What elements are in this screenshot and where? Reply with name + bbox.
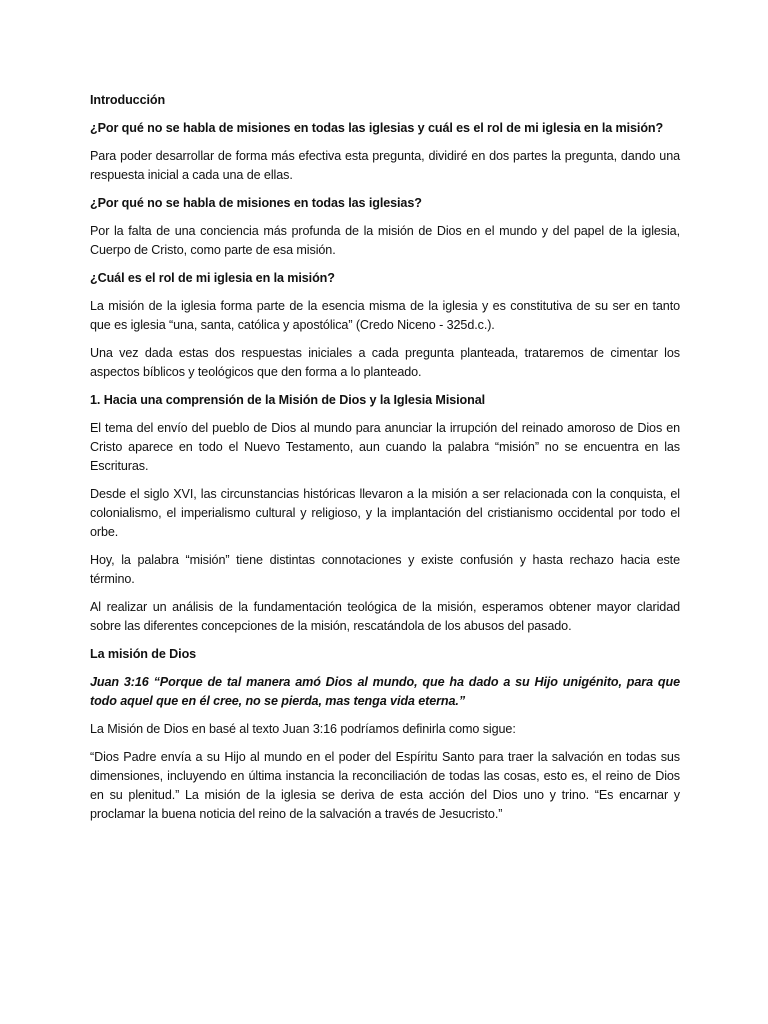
mision-heading: La misión de Dios <box>90 647 197 661</box>
paragraph-2: Por la falta de una conciencia más profunda de la misión de Dios en el mundo y del papel de la iglesia, Cuerpo de Cristo, como parte de esa misión. <box>90 224 680 257</box>
verse-quote: Juan 3:16 “Porque de tal manera amó Dios al mundo, que ha dado a su Hijo unigénito, para que todo aquel que en él cree, no se pierda, mas tenga vida eterna.” <box>90 675 680 708</box>
paragraph-4: Una vez dada estas dos respuestas iniciales a cada pregunta planteada, trataremos de cimentar los aspectos bíblicos y teológicos que den forma a lo planteado. <box>90 346 680 379</box>
intro-heading: Introducción <box>90 93 166 107</box>
main-question: ¿Por qué no se habla de misiones en todas las iglesias y cuál es el rol de mi iglesia en la misión? <box>90 121 664 135</box>
question-2: ¿Cuál es el rol de mi iglesia en la misión? <box>90 271 335 285</box>
paragraph-10: “Dios Padre envía a su Hijo al mundo en el poder del Espíritu Santo para traer la salvación en todas sus dimensiones, incluyendo en última instancia la reconciliación de todas las cosas, esto es, el reino de Dios en su plenitud.” La misión de la iglesia se deriva de esta acción del Dios uno y trino. “Es encarnar y proclamar la buena noticia del reino de la salvación a través de Jesucristo.” <box>90 750 680 821</box>
paragraph-8: Al realizar un análisis de la fundamentación teológica de la misión, esperamos obtener mayor claridad sobre las diferentes concepciones de la misión, rescatándola de los abusos del pasado. <box>90 600 680 633</box>
paragraph-9: La Misión de Dios en basé al texto Juan 3:16 podríamos definirla como sigue: <box>90 722 516 736</box>
section-1-heading: 1. Hacia una comprensión de la Misión de Dios y la Iglesia Misional <box>90 393 486 407</box>
paragraph-1: Para poder desarrollar de forma más efectiva esta pregunta, dividiré en dos partes la pregunta, dando una respuesta inicial a cada una de ellas. <box>90 149 680 182</box>
paragraph-5: El tema del envío del pueblo de Dios al mundo para anunciar la irrupción del reinado amoroso de Dios en Cristo aparece en todo el Nuevo Testamento, aun cuando la palabra “misión” no se encuentra en las Escrituras. <box>90 421 680 473</box>
paragraph-7: Hoy, la palabra “misión” tiene distintas connotaciones y existe confusión y hasta rechazo hacia este término. <box>90 553 680 586</box>
paragraph-6: Desde el siglo XVI, las circunstancias históricas llevaron a la misión a ser relacionada con la conquista, el colonialismo, el imperialismo cultural y religioso, y la implantación del cristianismo occidental por todo el orbe. <box>90 487 680 539</box>
paragraph-3: La misión de la iglesia forma parte de la esencia misma de la iglesia y es constitutiva de su ser en tanto que es iglesia “una, santa, católica y apostólica” (Credo Niceno - 325d.c.). <box>90 299 680 332</box>
document-page <box>90 91 680 833</box>
question-1: ¿Por qué no se habla de misiones en todas las iglesias? <box>90 196 422 210</box>
